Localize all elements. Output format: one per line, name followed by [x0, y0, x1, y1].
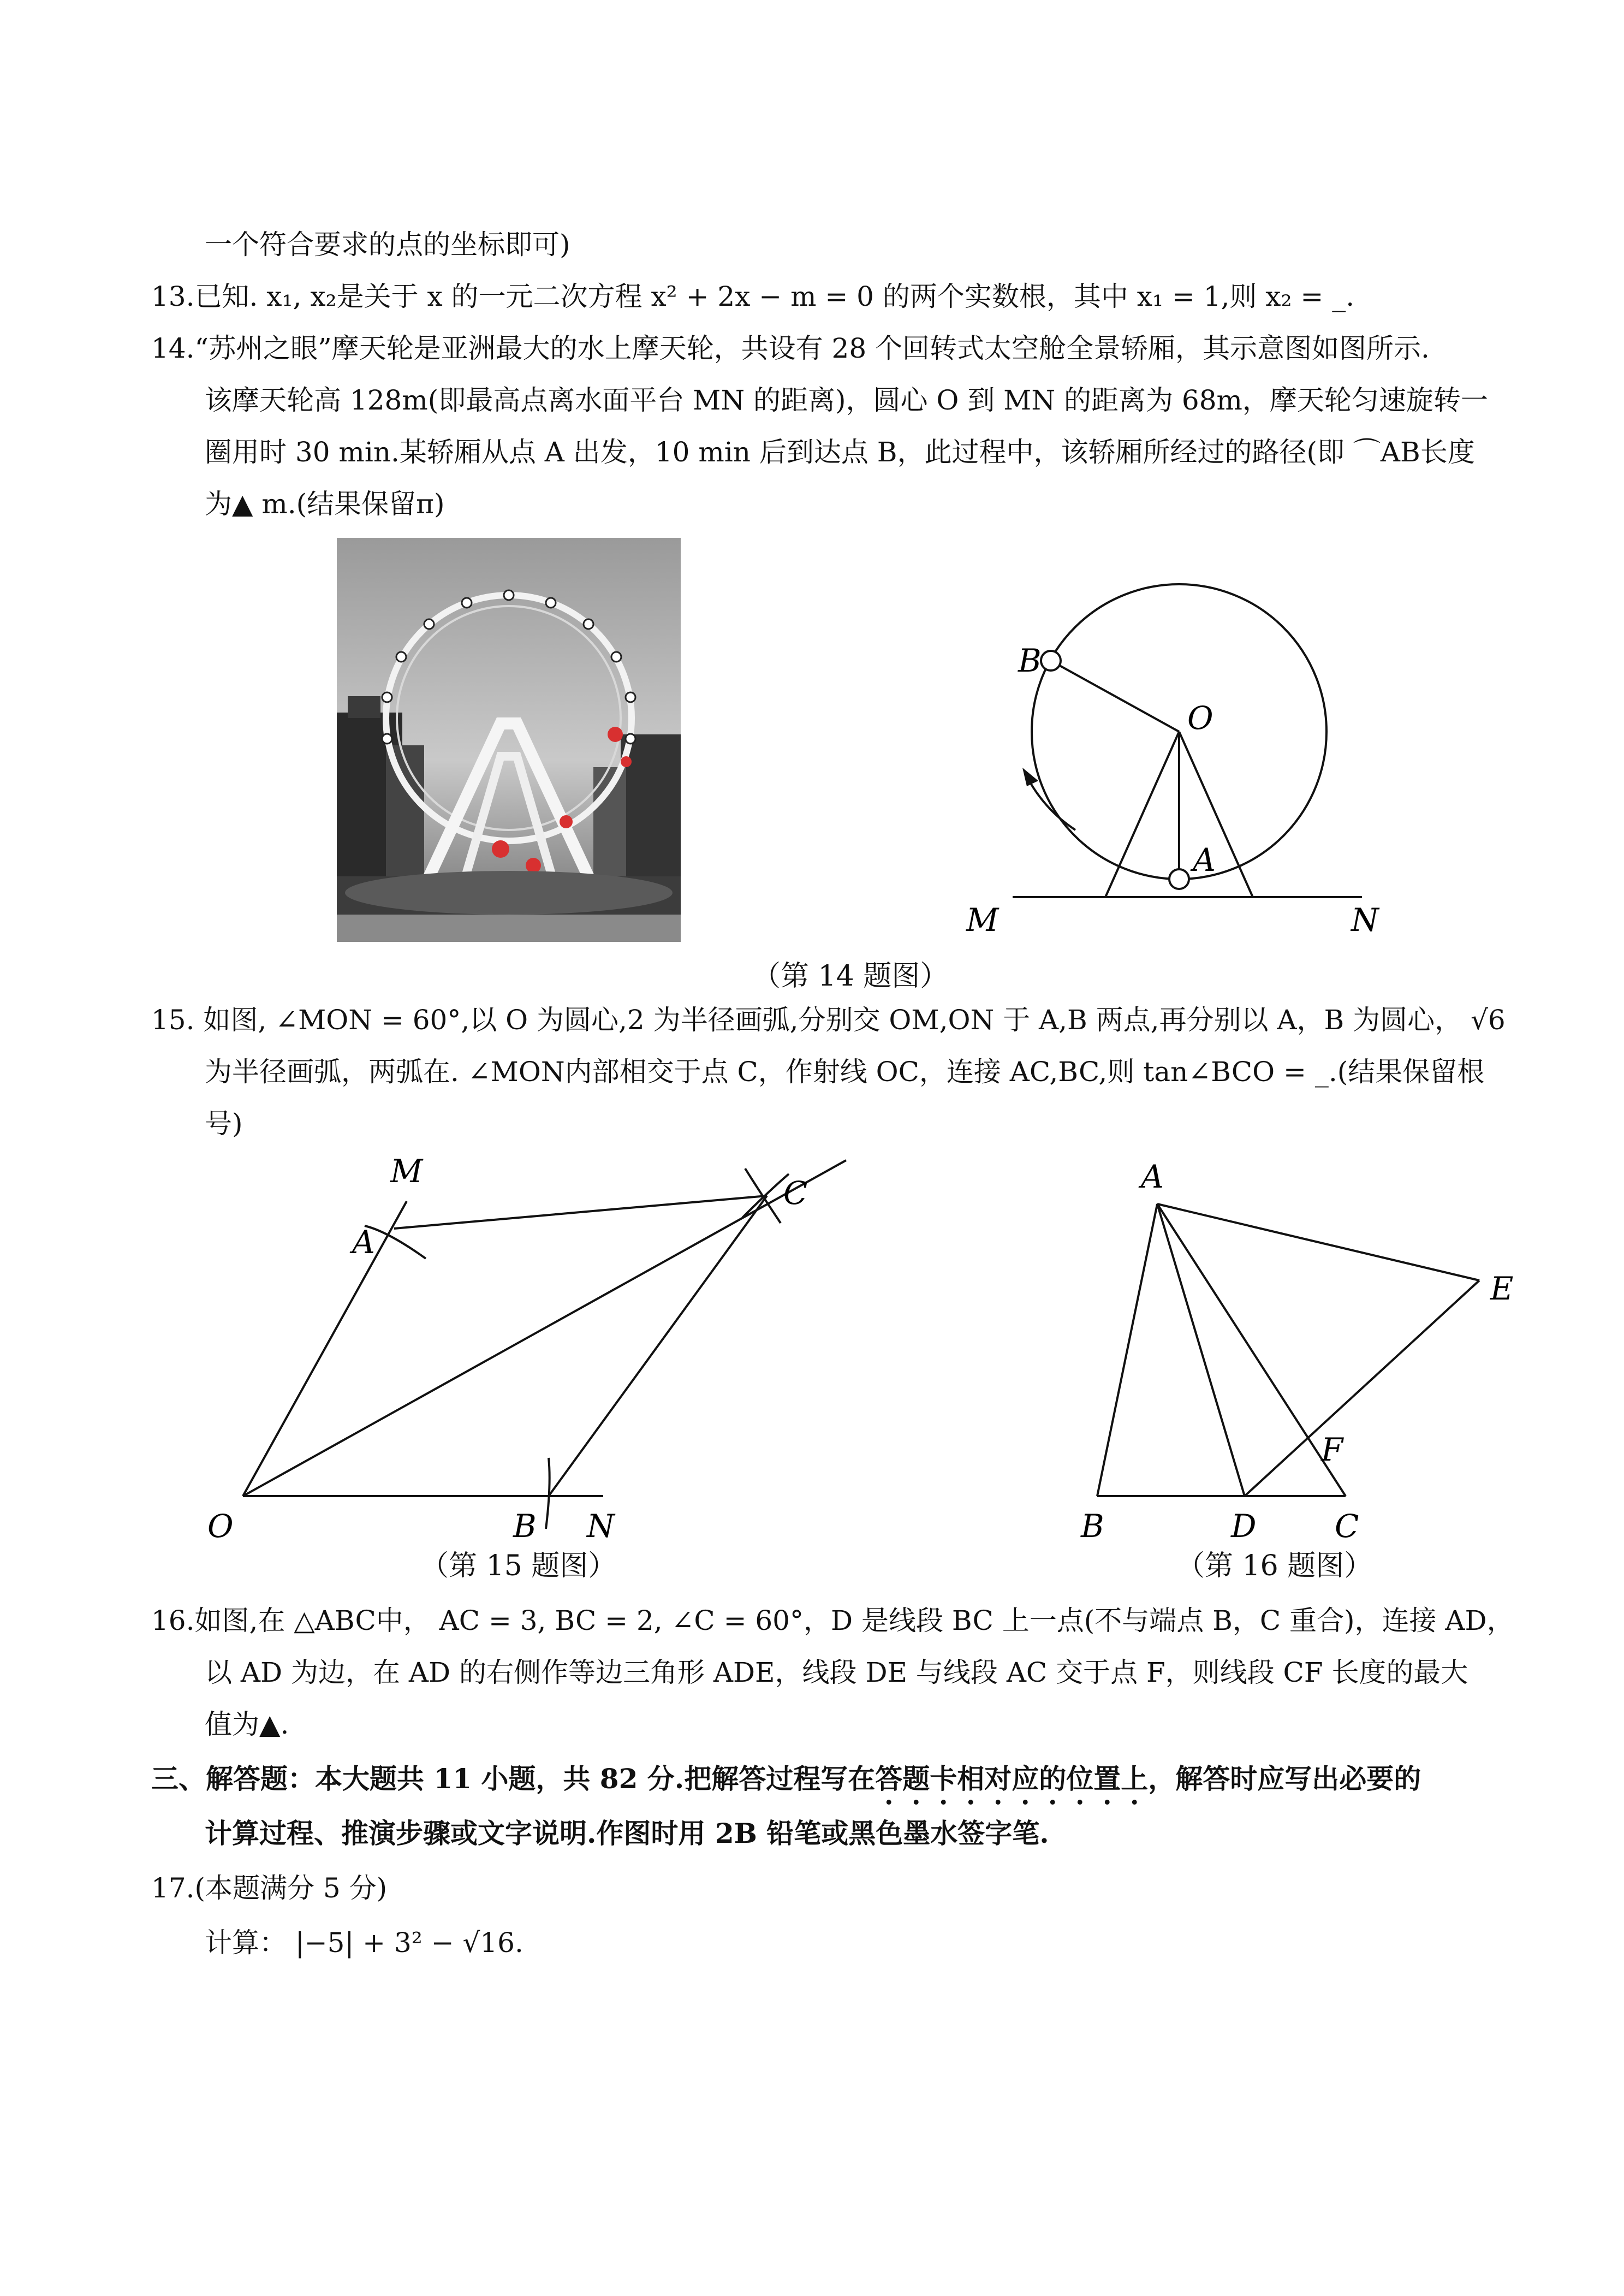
figure-15-diagram: [197, 1152, 873, 1589]
figure-14-diagram: [950, 546, 1387, 950]
label-O: O: [1187, 699, 1213, 737]
question-16-line-3: 值为▲.: [205, 1708, 289, 1740]
question-15-line-1: 15. 如图, ∠MON = 60°,以 O 为圆心,2 为半径画弧,分别交 OM,ON 于 A,B 两点,再分别以 A，B 为圆心， √6: [151, 1004, 1506, 1036]
question-15-line-3: 号): [205, 1108, 243, 1140]
label-M: M: [966, 901, 999, 939]
ferris-wheel-photo: [337, 538, 681, 942]
label-E: E: [1490, 1270, 1514, 1307]
label-N: N: [587, 1508, 615, 1545]
question-13: 13.已知. x₁, x₂是关于 x 的一元二次方程 x² + 2x − m = 0 的两个实数根，其中 x₁ = 1,则 x₂ = _.: [151, 281, 1355, 312]
label-C: C: [783, 1174, 808, 1212]
label-A: A: [352, 1224, 375, 1261]
section-3-heading-emphasis: 答题卡相对应的位置上: [875, 1763, 1149, 1795]
question-14-line-3: 圈用时 30 min.某轿厢从点 A 出发，10 min 后到达点 B，此过程中，该轿厢所经过的路径(即 ⌒AB长度: [205, 436, 1475, 468]
figure-16-diagram: [1059, 1152, 1561, 1589]
question-15-line-2: 为半径画弧，两弧在. ∠MON内部相交于点 C，作射线 OC，连接 AC,BC,则 tan∠BCO = _.(结果保留根: [205, 1056, 1485, 1088]
label-B: B: [513, 1508, 537, 1545]
figure-15-caption: （第 15 题图）: [420, 1550, 617, 1582]
label-B: B: [1081, 1508, 1104, 1545]
section-3-heading-post: ，解答时应写出必要的: [1148, 1763, 1421, 1795]
figure-16-caption: （第 16 题图）: [1176, 1550, 1373, 1582]
question-14-line-1: 14.“苏州之眼”摩天轮是亚洲最大的水上摩天轮，共设有 28 个回转式太空舱全景轿厢，其示意图如图所示.: [151, 333, 1430, 364]
question-16-line-1: 16.如图,在 △ABC中， AC = 3, BC = 2, ∠C = 60°，D 是线段 BC 上一点(不与端点 B，C 重合)，连接 AD，: [151, 1605, 1514, 1636]
label-N: N: [1351, 901, 1379, 939]
text-line: 一个符合要求的点的坐标即可): [205, 229, 570, 260]
section-3-heading: [151, 1761, 1421, 1811]
label-M: M: [390, 1153, 423, 1190]
section-3-instructions: 计算过程、推演步骤或文字说明.作图时用 2B 铅笔或黑色墨水签字笔.: [205, 1817, 1049, 1849]
question-17-title: 17.(本题满分 5 分): [151, 1872, 388, 1904]
question-14-line-2: 该摩天轮高 128m(即最高点离水面平台 MN 的距离)，圆心 O 到 MN 的距离为 68m，摩天轮匀速旋转一: [205, 384, 1488, 416]
label-O: O: [207, 1508, 234, 1545]
label-C: C: [1335, 1508, 1359, 1545]
label-F: F: [1321, 1431, 1343, 1468]
label-B: B: [1018, 642, 1042, 679]
section-3-heading-pre: 三、解答题：本大题共 11 小题，共 82 分.把解答过程写在: [151, 1763, 876, 1795]
label-A: A: [1193, 841, 1216, 879]
question-17-expression: 计算： |−5| + 3² − √16.: [205, 1927, 524, 1959]
figure-14-caption: （第 14 题图）: [752, 960, 949, 993]
question-14-line-4: 为▲ m.(结果保留π): [205, 488, 445, 520]
label-A: A: [1141, 1158, 1164, 1195]
question-16-line-2: 以 AD 为边，在 AD 的右侧作等边三角形 ADE，线段 DE 与线段 AC 交于点 F，则线段 CF 长度的最大: [205, 1657, 1468, 1688]
label-D: D: [1231, 1508, 1257, 1545]
